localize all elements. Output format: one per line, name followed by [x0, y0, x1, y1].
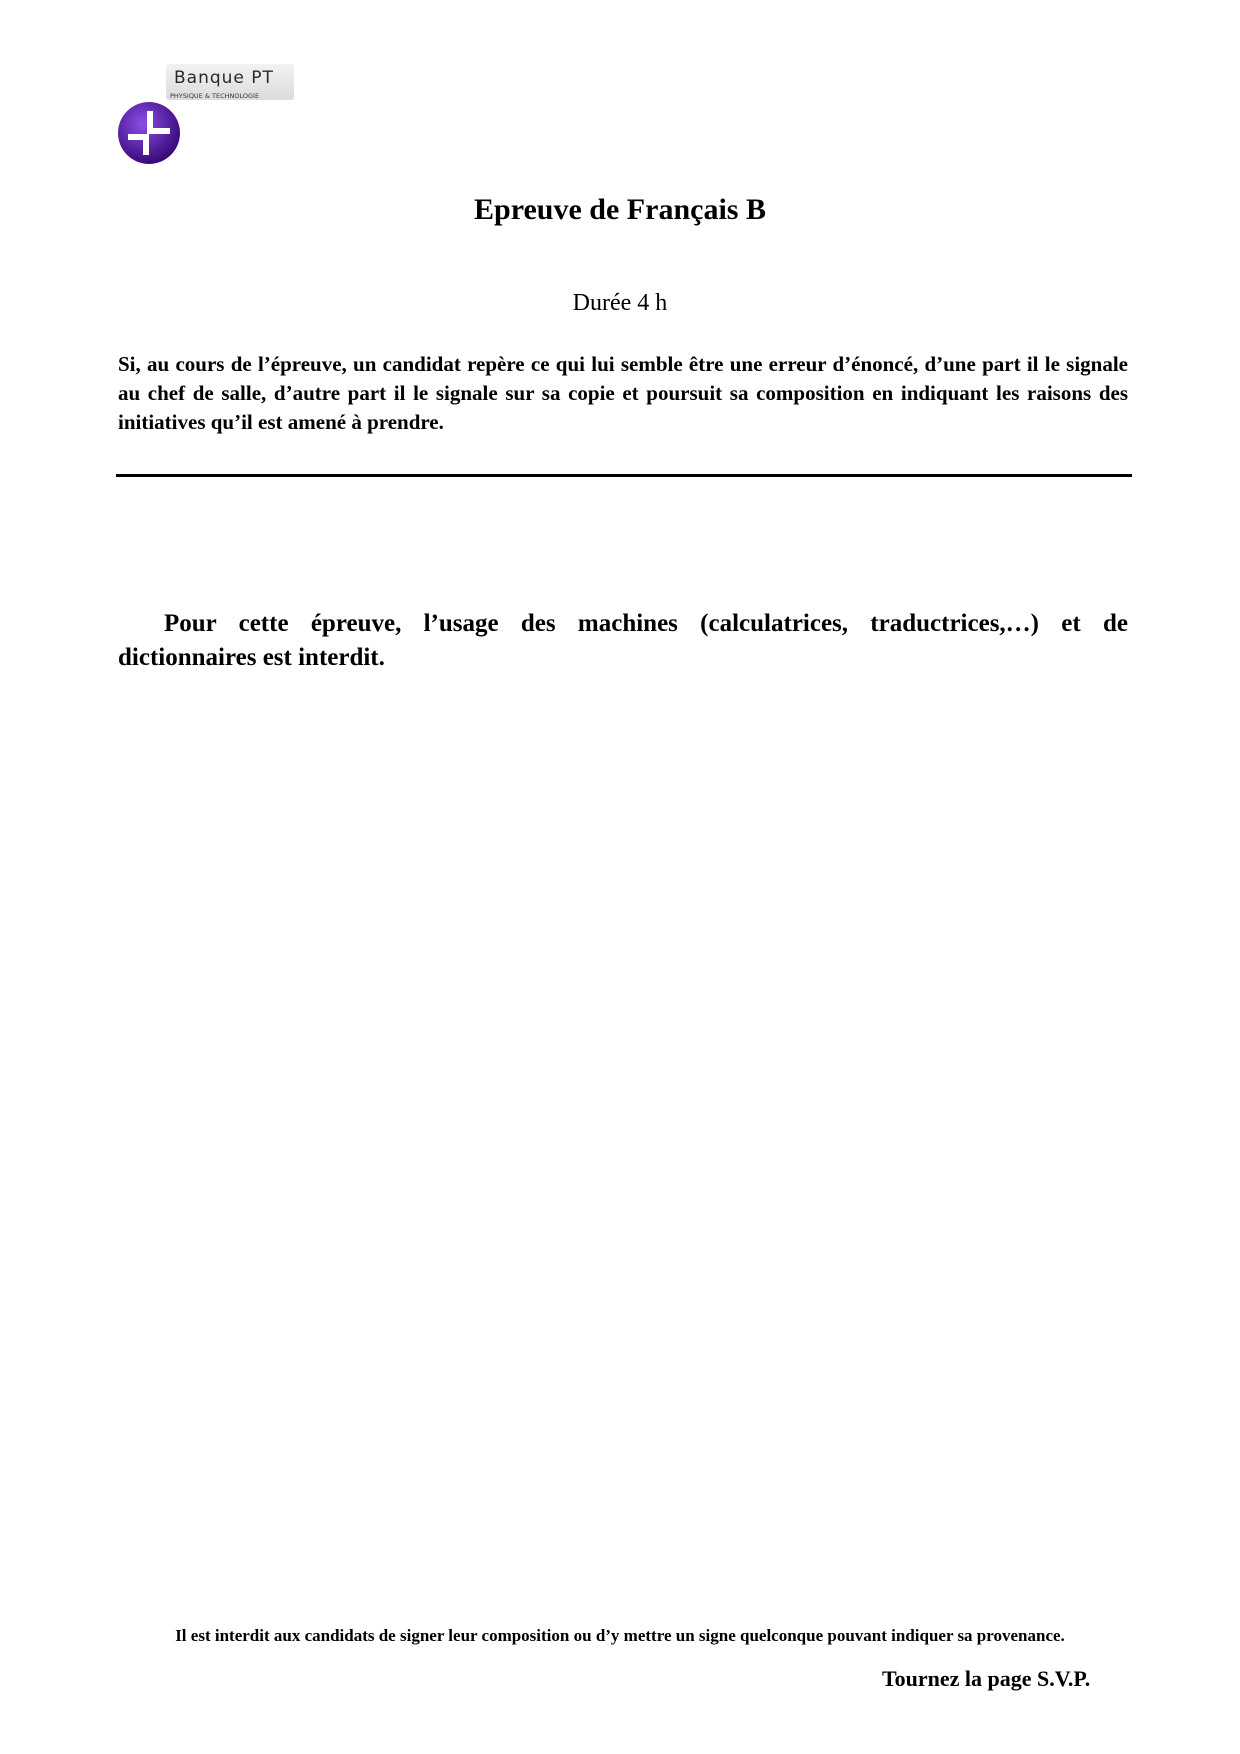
- footer-notice: Il est interdit aux candidats de signer leur composition ou d’y mettre un signe quelconque pouvant indiquer sa provenance.: [175, 1626, 1065, 1645]
- turn-page-label: Tournez la page S.V.P.: [882, 1666, 1091, 1691]
- logo-brand-text: Banque PT: [174, 68, 274, 88]
- exam-title: Epreuve de Français B: [474, 193, 766, 226]
- banque-pt-logo: [116, 62, 296, 172]
- exam-duration: Durée 4 h: [572, 290, 668, 316]
- horizontal-divider: [116, 474, 1132, 477]
- logo-disc-icon: [116, 100, 182, 166]
- error-notice-paragraph: Si, au cours de l’épreuve, un candidat repère ce qui lui semble être une erreur d’énoncé, d’une part il le signale au chef de salle, d’autre part il le signale sur sa copie et poursuit sa composition en indiquant les raisons des initiatives qu’il est amené à prendre.: [118, 352, 1128, 434]
- instruction-paragraph: Pour cette épreuve, l’usage des machines (calculatrices, traductrices,…) et de dictionnaires est interdit.: [118, 610, 1128, 671]
- logo-subtitle: PHYSIQUE & TECHNOLOGIE: [170, 92, 260, 100]
